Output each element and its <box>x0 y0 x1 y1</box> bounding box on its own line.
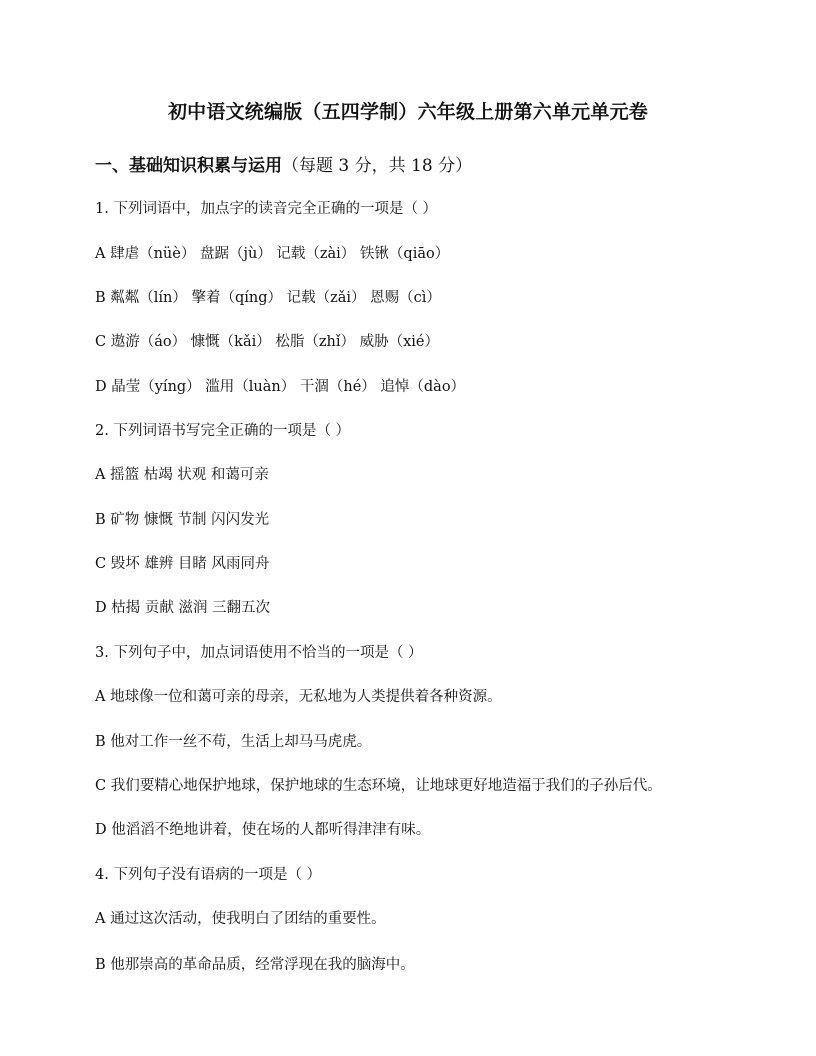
question-4-stem: 4. 下列句子没有语病的一项是（ ） <box>95 867 322 883</box>
question-2-option-c: C 毁坏 雄辨 目睹 风雨同舟 <box>95 556 270 572</box>
document-title: 初中语文统编版（五四学制）六年级上册第六单元单元卷 <box>167 101 648 123</box>
question-1-option-b: B 粼粼（lín） 擎着（qíng） 记载（zǎi） 恩赐（cì） <box>95 290 441 306</box>
question-3-option-d: D 他滔滔不绝地讲着，使在场的人都听得津津有味。 <box>95 822 431 838</box>
question-3-stem: 3. 下列句子中，加点词语使用不恰当的一项是（ ） <box>95 645 423 661</box>
question-4-option-a: A 通过这次活动，使我明白了团结的重要性。 <box>95 911 386 927</box>
question-2-option-b: B 矿物 慷慨 节制 闪闪发光 <box>95 512 270 528</box>
section-score-note: （每题 3 分，共 18 分） <box>282 156 473 176</box>
question-2-stem: 2. 下列词语书写完全正确的一项是（ ） <box>95 423 351 439</box>
question-3-option-b: B 他对工作一丝不苟，生活上却马马虎虎。 <box>95 734 372 750</box>
question-3-option-c: C 我们要精心地保护地球，保护地球的生态环境，让地球更好地造福于我们的子孙后代。 <box>95 778 662 794</box>
question-2-option-d: D 枯揭 贡献 滋润 三翻五次 <box>95 600 271 616</box>
question-4-option-b: B 他那崇高的革命品质，经常浮现在我的脑海中。 <box>95 957 415 973</box>
question-1-option-a: A 肆虐（nüè） 盘踞（jù） 记载（zài） 铁锹（qiāo） <box>95 246 450 262</box>
question-3-option-a: A 地球像一位和蔼可亲的母亲，无私地为人类提供着各种资源。 <box>95 689 502 705</box>
question-1-stem: 1. 下列词语中，加点字的读音完全正确的一项是（ ） <box>95 201 438 217</box>
question-1-option-c: C 遨游（áo） 慷慨（kǎi） 松脂（zhǐ） 威胁（xié） <box>95 334 439 350</box>
section-title: 一、基础知识积累与运用 <box>95 156 282 176</box>
section-heading <box>95 151 472 176</box>
question-1-option-d: D 晶莹（yíng） 滥用（luàn） 干涸（hé） 追悼（dào） <box>95 379 466 395</box>
question-2-option-a: A 摇篮 枯竭 状观 和蔼可亲 <box>95 467 269 483</box>
